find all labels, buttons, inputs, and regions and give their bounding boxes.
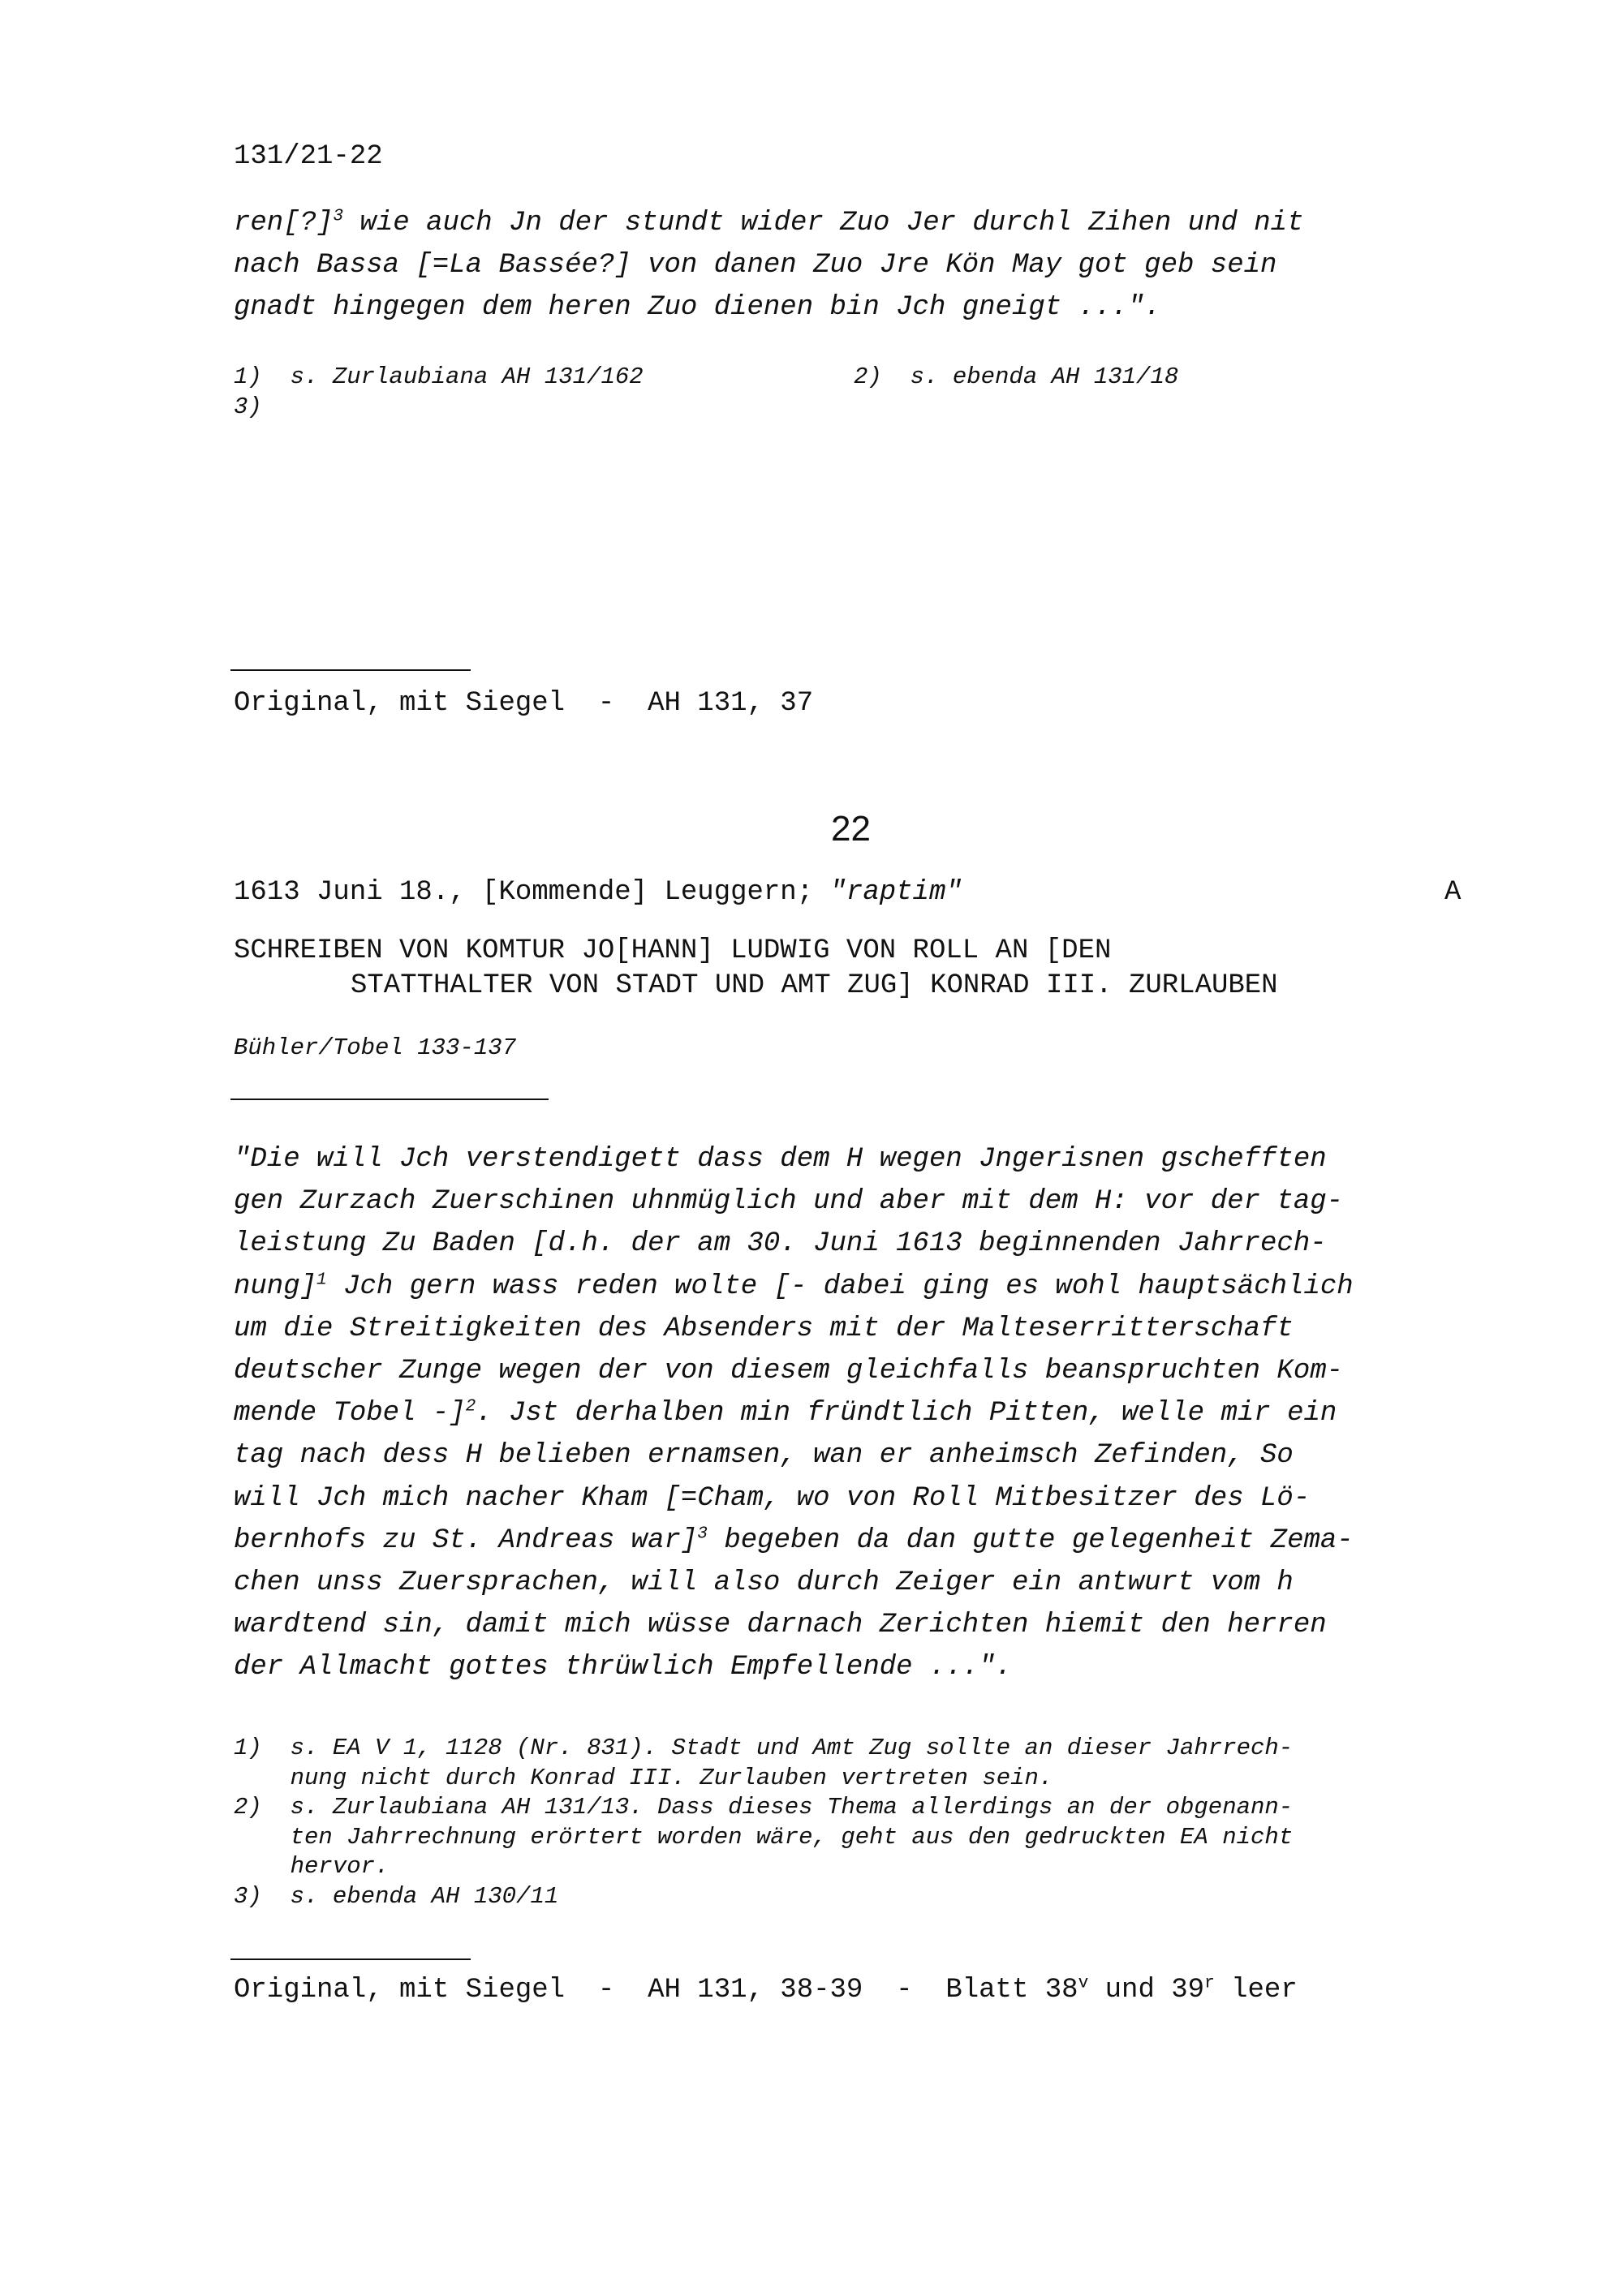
literature-rule bbox=[230, 1099, 549, 1100]
text-line-text: der Allmacht gottes thrüwlich Empfellende ...". bbox=[234, 1652, 1012, 1683]
footnote-line bbox=[234, 1882, 559, 1910]
text-line bbox=[234, 1440, 1294, 1472]
footnote-2: 2) s. ebenda AH 131/18 bbox=[854, 363, 1179, 390]
footnote-reference: 3 bbox=[333, 206, 344, 226]
footnote-line-text: 1) s. EA V 1, 1128 (Nr. 831). Stadt und Amt Zug sollte an dieser Jahrrech- bbox=[234, 1735, 1294, 1761]
document-marker: A bbox=[1444, 877, 1462, 908]
text-line bbox=[234, 1357, 1343, 1385]
footnote-reference: 3 bbox=[697, 1524, 708, 1544]
text-line-text: ren[?] bbox=[234, 208, 334, 239]
text-line bbox=[234, 1569, 1294, 1597]
text-line bbox=[234, 1611, 1327, 1639]
text-line bbox=[234, 1524, 1354, 1556]
footnote-line-text: ten Jahrrechnung erörtert worden wäre, geht aus den gedruckten EA nicht bbox=[234, 1823, 1294, 1851]
dateline-quote: "raptim" bbox=[829, 877, 962, 908]
text-line bbox=[234, 1186, 1344, 1218]
text-line bbox=[234, 294, 1161, 321]
footnote-reference: 2 bbox=[465, 1396, 476, 1417]
footnote-line bbox=[234, 1795, 1293, 1819]
page-reference: 131/21-22 bbox=[234, 141, 383, 172]
footnote-line-text: hervor. bbox=[234, 1853, 390, 1880]
footnote-line-text: nung nicht durch Konrad III. Zurlauben vertreten sein. bbox=[234, 1764, 1053, 1791]
text-line bbox=[234, 1230, 1327, 1258]
footnote-3: 3) bbox=[234, 393, 262, 420]
text-line bbox=[234, 1270, 1354, 1302]
footnote-line-text: 2) s. Zurlaubiana AH 131/13. Dass dieses Thema allerdings an der obgenann- bbox=[234, 1794, 1294, 1821]
text-line bbox=[234, 206, 1304, 239]
footnote-reference: 1 bbox=[316, 1270, 327, 1289]
text-line-text: nach Bassa [=La Bassée?] von danen Zuo Jre Kön May got geb sein bbox=[234, 250, 1277, 281]
folio-verso: v bbox=[1078, 1973, 1089, 1993]
text-line bbox=[234, 1146, 1327, 1173]
text-line-text: chen unss Zuersprachen, will also durch Zeiger ein antwurt vom h bbox=[234, 1567, 1294, 1598]
text-line-text: tag nach dess H belieben ernamsen, wan er anheimsch Zefinden, So bbox=[234, 1440, 1294, 1472]
source-line-1: Original, mit Siegel - AH 131, 37 bbox=[234, 688, 814, 719]
text-line bbox=[234, 1396, 1337, 1430]
text-line bbox=[234, 1653, 1012, 1681]
text-line-text: bernhofs zu St. Andreas war] bbox=[234, 1524, 698, 1556]
text-line-text: . Jst derhalben min fründtlich Pitten, welle mir ein bbox=[476, 1398, 1337, 1430]
text-line bbox=[234, 1315, 1294, 1343]
dateline bbox=[234, 879, 962, 906]
text-line-text: "Die will Jch verstendigett dass dem H wegen Jngerisnen gschefften bbox=[234, 1144, 1327, 1175]
text-line bbox=[234, 1482, 1311, 1514]
text-line-text: mende Tobel -] bbox=[234, 1398, 466, 1430]
text-line-text: Jch gern wass reden wolte [- dabei ging es wohl hauptsächlich bbox=[326, 1271, 1354, 1302]
source-rule-2 bbox=[230, 1958, 471, 1960]
document-title-line-2: STATTHALTER VON STADT UND AMT ZUG] KONRAD III. ZURLAUBEN bbox=[351, 970, 1278, 1001]
footnote-line-text: 3) s. ebenda AH 130/11 bbox=[234, 1882, 559, 1910]
text-line-text: gen Zurzach Zuerschinen uhnmüglich und aber mit dem H: vor der tag- bbox=[234, 1186, 1344, 1218]
source-mid: und 39 bbox=[1088, 1975, 1205, 2006]
source-line-2 bbox=[234, 1973, 1298, 2006]
text-line-text: um die Streitigkeiten des Absenders mit der Malteserritterschaft bbox=[234, 1313, 1294, 1344]
text-line-text: will Jch mich nacher Kham [=Cham, wo von Roll Mitbesitzer des Lö- bbox=[234, 1482, 1311, 1514]
text-line bbox=[234, 252, 1276, 279]
footnote-line bbox=[234, 1736, 1293, 1760]
footnote-line bbox=[234, 1855, 389, 1878]
text-line-text: wardtend sin, damit mich wüsse darnach Zerichten hiemit den herren bbox=[234, 1610, 1327, 1641]
literature-reference: Bühler/Tobel 133-137 bbox=[234, 1034, 517, 1061]
footnote-line bbox=[234, 1825, 1293, 1849]
folio-recto: r bbox=[1204, 1973, 1215, 1993]
document-number: 22 bbox=[831, 809, 871, 849]
dateline-text: 1613 Juni 18., [Kommende] Leuggern; bbox=[234, 877, 830, 908]
text-line-text: wie auch Jn der stundt wider Zuo Jer durchl Zihen und nit bbox=[343, 208, 1304, 239]
text-line-text: begeben da dan gutte gelegenheit Zema- bbox=[707, 1524, 1354, 1556]
footnote-line bbox=[234, 1766, 1053, 1790]
source-end: leer bbox=[1214, 1975, 1298, 2006]
source-rule-1 bbox=[230, 669, 471, 671]
document-title-line-1: SCHREIBEN VON KOMTUR JO[HANN] LUDWIG VON ROLL AN [DEN bbox=[234, 935, 1112, 966]
footnote-1: 1) s. Zurlaubiana AH 131/162 bbox=[234, 363, 644, 390]
source-text: Original, mit Siegel - AH 131, 38-39 - Blatt 38 bbox=[234, 1975, 1078, 2006]
text-line-text: gnadt hingegen dem heren Zuo dienen bin Jch gneigt ...". bbox=[234, 292, 1161, 323]
text-line-text: nung] bbox=[234, 1271, 317, 1302]
text-line-text: leistung Zu Baden [d.h. der am 30. Juni 1613 beginnenden Jahrrech- bbox=[234, 1228, 1327, 1260]
text-line-text: deutscher Zunge wegen der von diesem gleichfalls beanspruchten Kom- bbox=[234, 1356, 1344, 1387]
